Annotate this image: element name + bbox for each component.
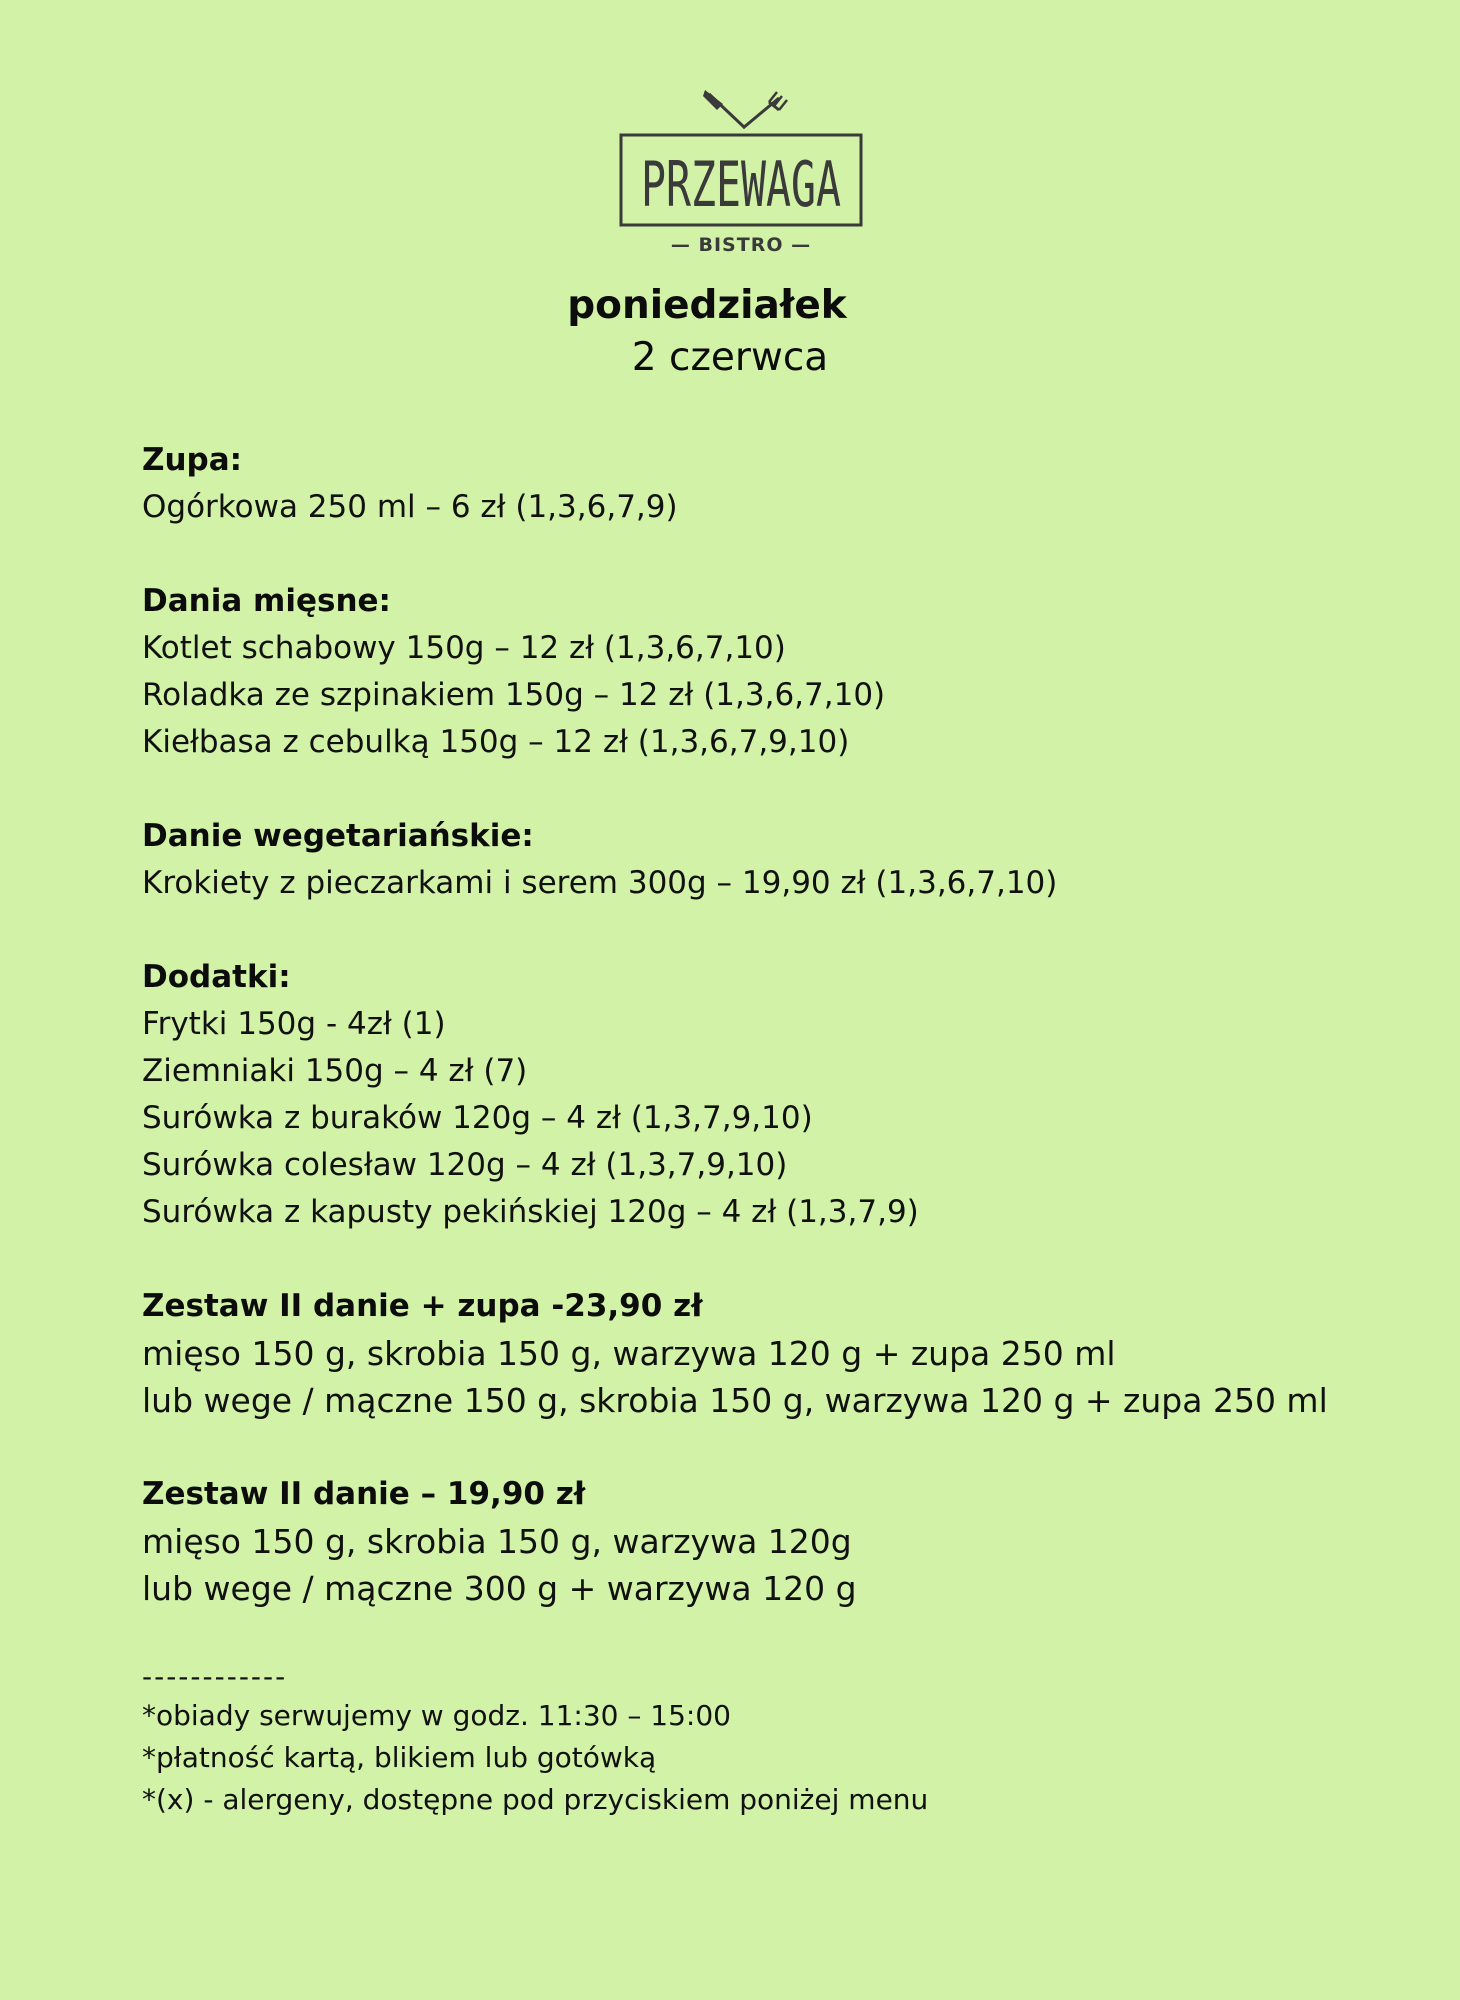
menu-day: poniedziałek	[567, 283, 847, 328]
note-payment: *płatność kartą, blikiem lub gotówką	[142, 1741, 657, 1774]
menu-item: mięso 150 g, skrobia 150 g, warzywa 120 g + zupa 250 ml	[142, 1334, 1116, 1373]
menu-item: Krokiety z pieczarkami i serem 300g – 19,90 zł (1,3,6,7,10)	[142, 865, 1058, 901]
section-heading: Dania mięsne:	[142, 583, 391, 619]
section-sides	[142, 954, 1372, 1236]
knife-icon	[703, 90, 745, 128]
section-heading: Danie wegetariańskie:	[142, 818, 534, 854]
menu-item: Kiełbasa z cebulką 150g – 12 zł (1,3,6,7,9,10)	[142, 724, 850, 760]
section-heading: Zupa:	[142, 442, 243, 478]
section-vegetarian	[142, 813, 1372, 907]
footer-notes	[142, 1659, 1372, 1821]
section-set-with-soup	[142, 1283, 1372, 1424]
menu-item: Ziemniaki 150g – 4 zł (7)	[142, 1053, 528, 1089]
separator: ------------	[142, 1660, 288, 1693]
menu-item: Kotlet schabowy 150g – 12 zł (1,3,6,7,10)	[142, 630, 786, 666]
menu-item: Surówka z kapusty pekińskiej 120g – 4 zł (1,3,7,9)	[142, 1194, 919, 1230]
menu-item: lub wege / mączne 300 g + warzywa 120 g	[142, 1569, 857, 1608]
note-hours: *obiady serwujemy w godz. 11:30 – 15:00	[142, 1699, 731, 1732]
note-allergens: *(x) - alergeny, dostępne pod przyciskiem poniżej menu	[142, 1783, 929, 1816]
section-soup	[142, 437, 1372, 531]
logo-graphic	[619, 88, 865, 258]
section-heading: Zestaw II danie – 19,90 zł	[142, 1476, 586, 1512]
menu-item: Frytki 150g - 4zł (1)	[142, 1006, 446, 1042]
logo-subtitle: — BISTRO —	[670, 234, 812, 256]
menu-item: Roladka ze szpinakiem 150g – 12 zł (1,3,6,7,10)	[142, 677, 886, 713]
menu-item: lub wege / mączne 150 g, skrobia 150 g, warzywa 120 g + zupa 250 ml	[142, 1381, 1328, 1420]
section-meat-dishes	[142, 578, 1372, 766]
menu-content	[142, 437, 1372, 1821]
logo	[619, 88, 865, 258]
section-set-main	[142, 1471, 1372, 1612]
section-heading: Dodatki:	[142, 959, 291, 995]
menu-item: mięso 150 g, skrobia 150 g, warzywa 120g	[142, 1522, 852, 1561]
fork-icon	[743, 92, 787, 128]
menu-item: Surówka colesław 120g – 4 zł (1,3,7,9,10)	[142, 1147, 788, 1183]
menu-date: 2 czerwca	[631, 335, 829, 380]
menu-item: Surówka z buraków 120g – 4 zł (1,3,7,9,10)	[142, 1100, 813, 1136]
section-heading: Zestaw II danie + zupa -23,90 zł	[142, 1288, 703, 1324]
menu-item: Ogórkowa 250 ml – 6 zł (1,3,6,7,9)	[142, 489, 678, 525]
logo-name: PRZEWAGA	[641, 148, 841, 221]
